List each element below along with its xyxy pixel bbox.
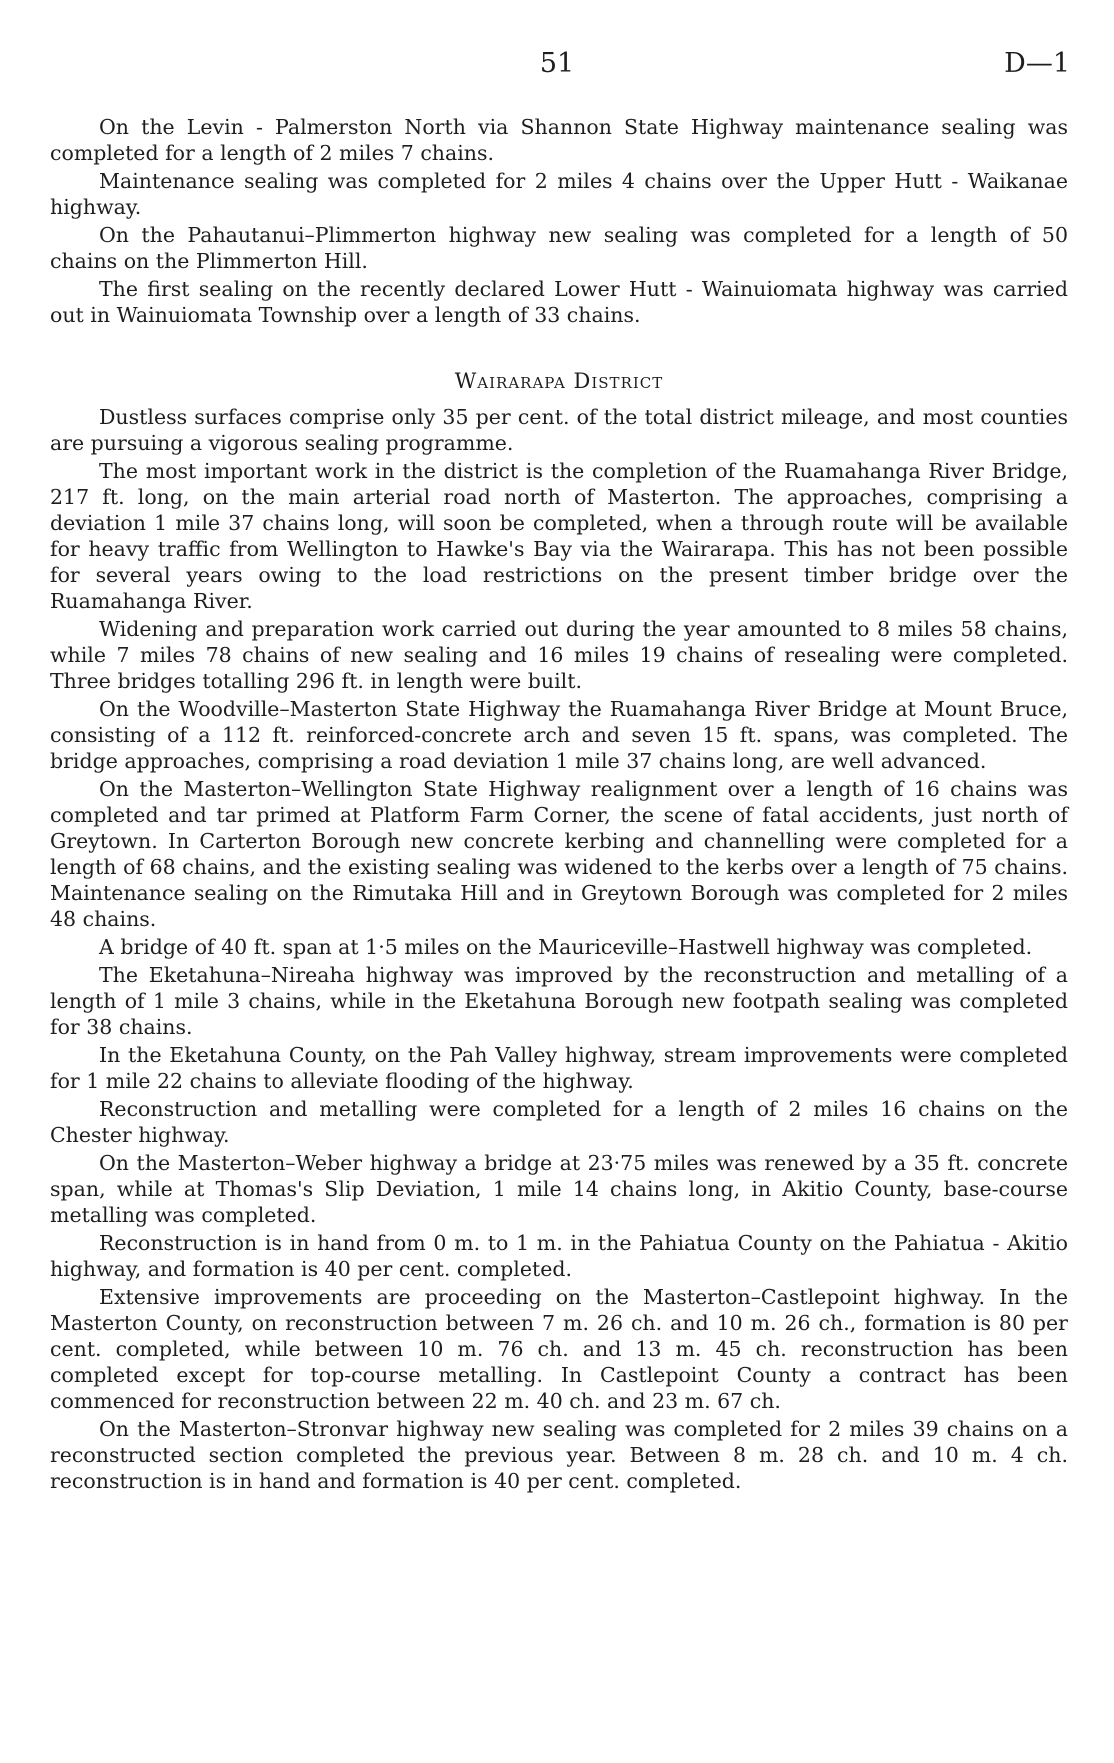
paragraph: The first sealing on the recently declared Lower Hutt - Wainuiomata highway was carried out in Wainuiomata Township over a length of 33 chains. [50,277,1068,327]
paragraph: Reconstruction and metalling were completed for a length of 2 miles 16 chains on the Chester highway. [50,1097,1068,1147]
paragraph: The most important work in the district is the completion of the Ruamahanga River Bridge, 217 ft. long, on the main arterial road north of Masterton. The approaches, comprising a deviation 1 mile 37 chains long, will soon be completed, when a through route will be available for heavy traffic from Wellington to Hawke's Bay via the Wairarapa. This has not been possible for several years owing to the load restrictions on the present timber bridge over the Ruamahanga River. [50,459,1068,613]
paragraph: On the Masterton–Wellington State Highway realignment over a length of 16 chains was completed and tar primed at Platform Farm Corner, the scene of fatal accidents, just north of Greytown. In Carterton Borough new concrete kerbing and channelling were completed for a length of 68 chains, and the existing sealing was widened to the kerbs over a length of 75 chains. Maintenance sealing on the Rimutaka Hill and in Greytown Borough was completed for 2 miles 48 chains. [50,777,1068,931]
paragraph: Extensive improvements are proceeding on the Masterton–Castlepoint highway. In the Masterton County, on reconstruction between 7 m. 26 ch. and 10 m. 26 ch., formation is 80 per cent. completed, while between 10 m. 76 ch. and 13 m. 45 ch. reconstruction has been completed except for top-course metalling. In Castlepoint County a contract has been commenced for reconstruction between 22 m. 40 ch. and 23 m. 67 ch. [50,1285,1068,1413]
paragraph: Widening and preparation work carried out during the year amounted to 8 miles 58 chains, while 7 miles 78 chains of new sealing and 16 miles 19 chains of resealing were completed. Three bridges totalling 296 ft. in length were built. [50,617,1068,693]
paragraph: On the Masterton–Stronvar highway new sealing was completed for 2 miles 39 chains on a reconstructed section completed the previous year. Between 8 m. 28 ch. and 10 m. 4 ch. reconstruction is in hand and formation is 40 per cent. completed. [50,1417,1068,1493]
page-header [0,48,1114,88]
paragraph: Dustless surfaces comprise only 35 per cent. of the total district mileage, and most counties are pursuing a vigorous sealing programme. [50,405,1068,455]
paragraph: On the Pahautanui–Plimmerton highway new sealing was completed for a length of 50 chains on the Plimmerton Hill. [50,223,1068,273]
page-number: 51 [539,48,575,79]
paragraph: A bridge of 40 ft. span at 1·5 miles on the Mauriceville–Hastwell highway was completed. [99,935,1033,959]
paragraph: In the Eketahuna County, on the Pah Valley highway, stream improvements were completed for 1 mile 22 chains to alleviate flooding of the highway. [50,1043,1068,1093]
document-reference: D—1 [1004,48,1070,79]
section-heading: Wairarapa District [454,369,664,393]
paragraph: Maintenance sealing was completed for 2 miles 4 chains over the Upper Hutt - Waikanae highway. [50,169,1068,219]
paragraph: On the Levin - Palmerston North via Shannon State Highway maintenance sealing was completed for a length of 2 miles 7 chains. [50,115,1068,165]
paragraph: Reconstruction is in hand from 0 m. to 1 m. in the Pahiatua County on the Pahiatua - Akitio highway, and formation is 40 per cent. completed. [50,1231,1068,1281]
paragraph: The Eketahuna–Nireaha highway was improved by the reconstruction and metalling of a length of 1 mile 3 chains, while in the Eketahuna Borough new footpath sealing was completed for 38 chains. [50,963,1068,1039]
paragraph: On the Masterton–Weber highway a bridge at 23·75 miles was renewed by a 35 ft. concrete span, while at Thomas's Slip Deviation, 1 mile 14 chains long, in Akitio County, base-course metalling was completed. [50,1151,1068,1227]
page-body [50,114,1068,1496]
paragraph: On the Woodville–Masterton State Highway the Ruamahanga River Bridge at Mount Bruce, consisting of a 112 ft. reinforced-concrete arch and seven 15 ft. spans, was completed. The bridge approaches, comprising a road deviation 1 mile 37 chains long, are well advanced. [50,697,1068,773]
